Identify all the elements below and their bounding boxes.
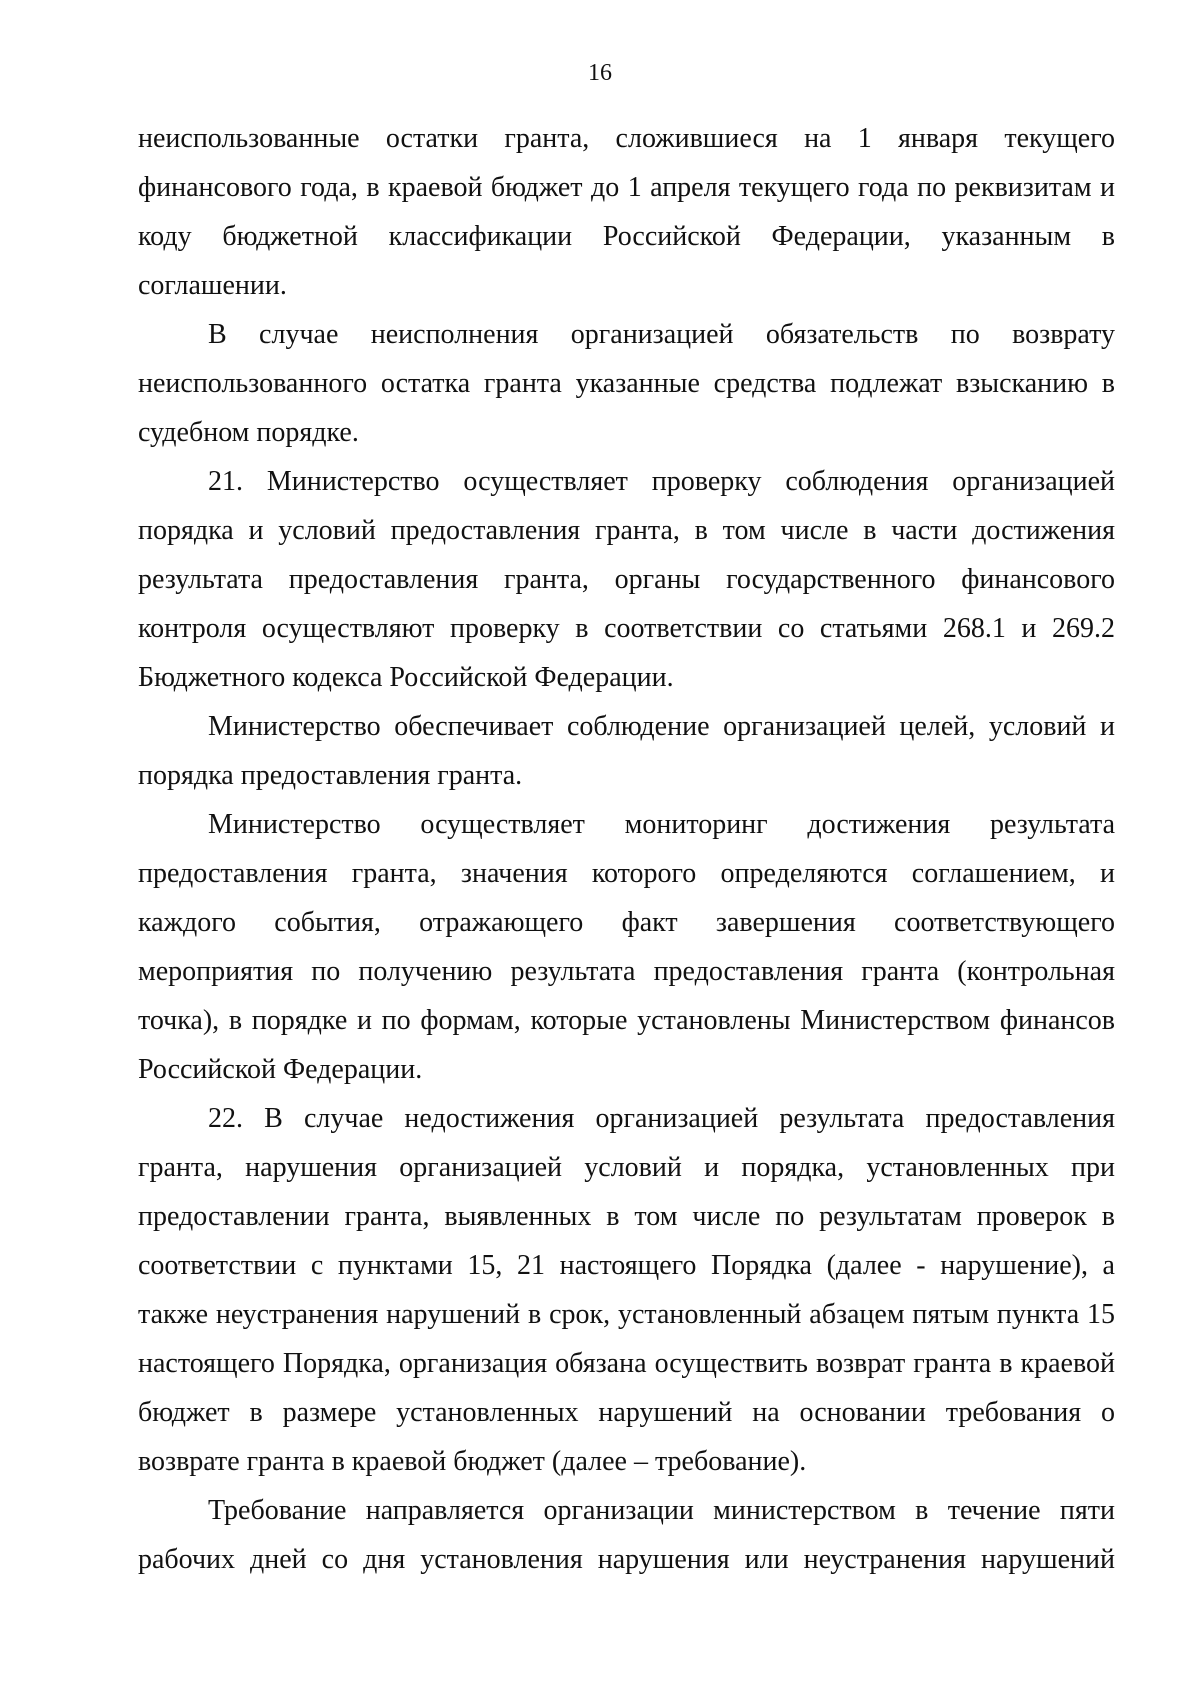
paragraph-clause-21: 21. Министерство осуществляет проверку соблюдения организацией порядка и условий предоставления гранта, в том числе в части достижения результата предоставления гранта, органы государственного финансового контроля осуществляют проверку в соответствии со статьями 268.1 и 269.2 Бюджетного кодекса Российской Федерации. (138, 466, 1115, 693)
paragraph-ministry-compliance: Министерство обеспечивает соблюдение организацией целей, условий и порядка предоставления гранта. (138, 711, 1115, 791)
paragraph-continuation: неиспользованные остатки гранта, сложившиеся на 1 января текущего финансового года, в краевой бюджет до 1 апреля текущего года по реквизитам и коду бюджетной классификации Российской Федерации, указанным в соглашении. (138, 123, 1115, 301)
paragraph-clause-22: 22. В случае недостижения организацией результата предоставления гранта, нарушения организацией условий и порядка, установленных при предоставлении гранта, выявленных в том числе по результатам проверок в соответствии с пунктами 15, 21 настоящего Порядка (далее - нарушение), а также неустранения нарушений в срок, установленный абзацем пятым пункта 15 настоящего Порядка, организация обязана осуществить возврат гранта в краевой бюджет в размере установленных нарушений на основании требования о возврате гранта в краевой бюджет (далее – требование). (138, 1103, 1115, 1477)
page-number: 16 (588, 60, 612, 86)
paragraph-requirement: Требование направляется организации министерством в течение пяти рабочих дней со дня установления нарушения или неустранения нарушений (138, 1495, 1115, 1575)
paragraph-non-fulfillment: В случае неисполнения организацией обязательств по возврату неиспользованного остатка гранта указанные средства подлежат взысканию в судебном порядке. (138, 319, 1115, 448)
paragraph-ministry-monitoring: Министерство осуществляет мониторинг достижения результата предоставления гранта, значения которого определяются соглашением, и каждого события, отражающего факт завершения соответствующего мероприятия по получению результата предоставления гранта (контрольная точка), в порядке и по формам, которые установлены Министерством финансов Российской Федерации. (138, 809, 1115, 1085)
document-body (138, 114, 1115, 1584)
